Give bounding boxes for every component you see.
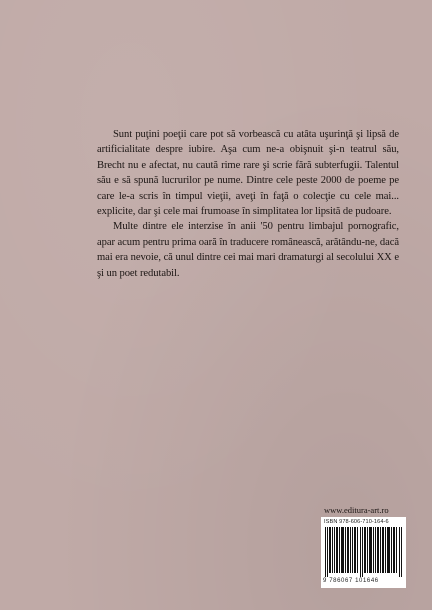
barcode-bars (325, 527, 403, 577)
isbn-barcode (321, 517, 406, 588)
barcode-digits: 9 786067 101646 (323, 578, 379, 584)
publisher-website: www.editura-art.ro (324, 505, 389, 515)
blurb-paragraph-2: Multe dintre ele interzise în anii '50 pentru limbajul pornografic, apar acum pentru prima oară în traducere românească, arătându-ne, dacă mai era nevoie, că unul dintre cei mai mari dramaturgi al secolului XX e şi un poet redutabil. (97, 221, 399, 279)
isbn-label: ISBN 978-606-710-164-6 (324, 519, 389, 525)
blurb-paragraph-1: Sunt puţini poeţii care pot să vorbească cu atâta uşurinţă şi lipsă de artificialitate despre iubire. Aşa cum ne-a obişnuit şi-n teatrul său, Brecht nu e afectat, nu caută rime rare şi scrie fără subterfugii. Talentul său e să spună lucrurilor pe nume. Dintre cele peste 2000 de poeme pe care le-a scris în timpul vieţii, aveţi în faţă o colecţie cu cele mai... explicite, dar şi cele mai frumoase în simplitatea lor lipsită de pudoare. (97, 129, 399, 218)
back-cover-blurb (97, 127, 399, 281)
